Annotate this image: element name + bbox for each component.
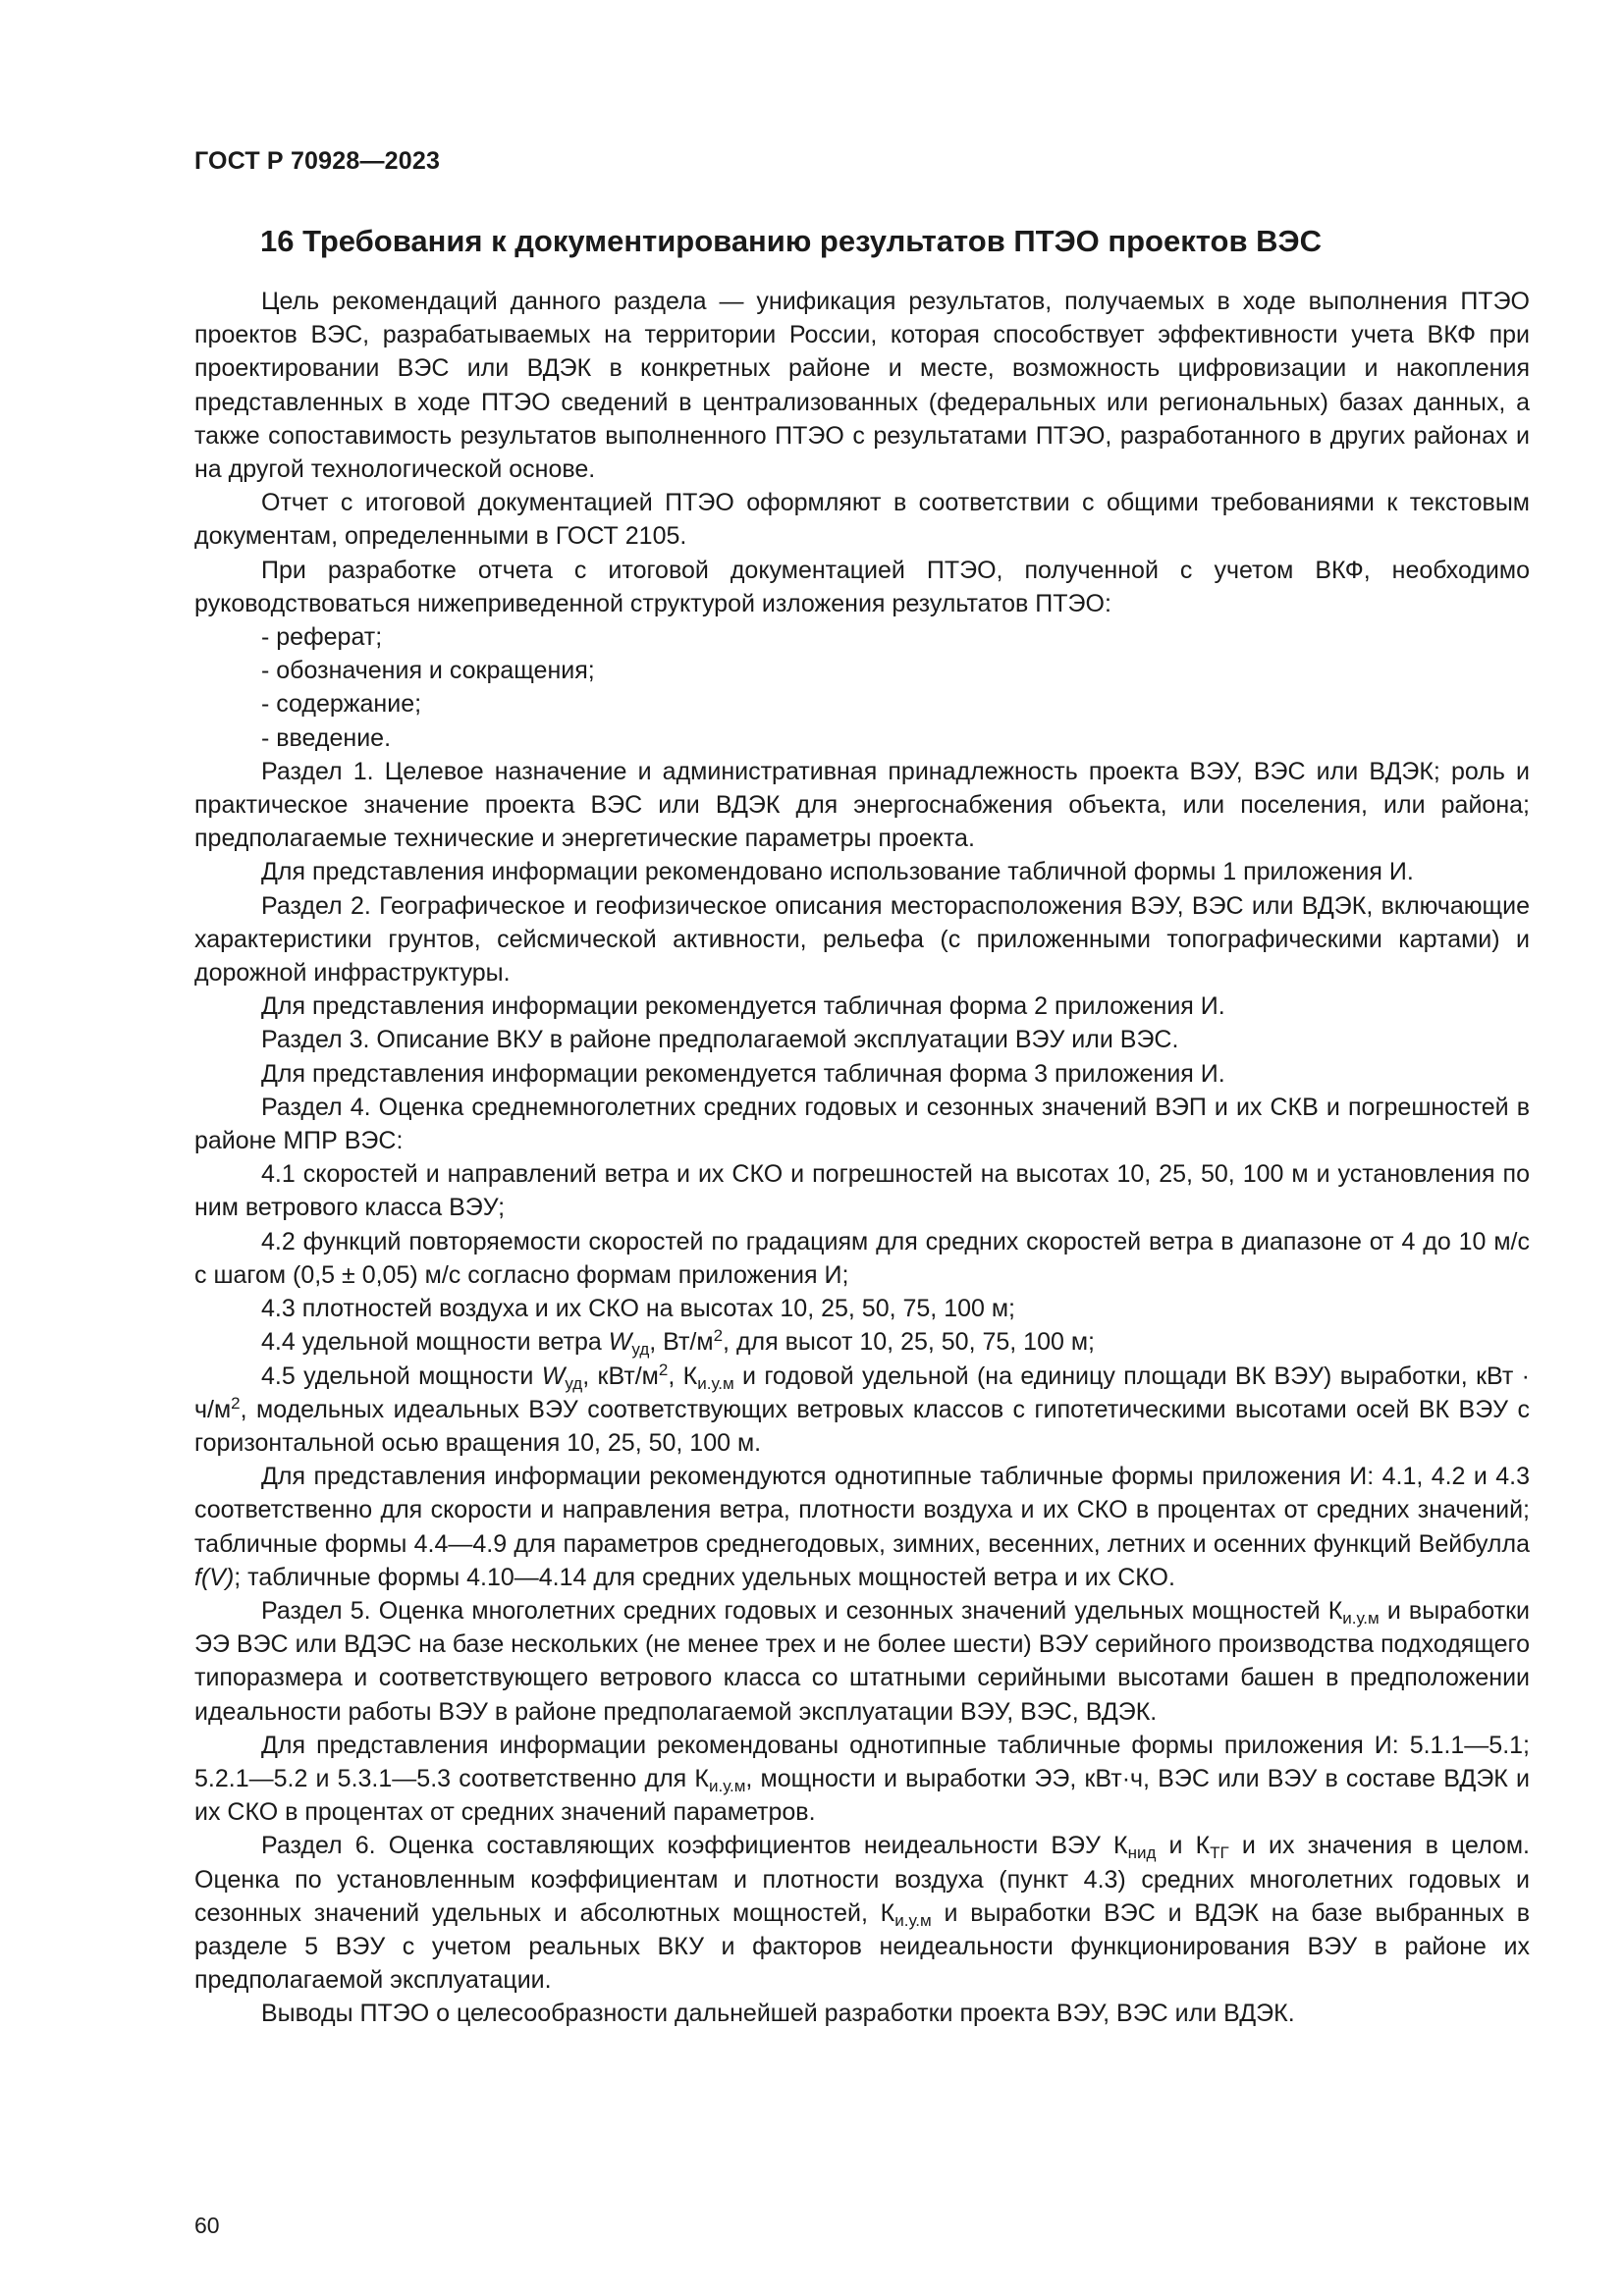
section-3-text: Раздел 3. Описание ВКУ в районе предполагаемой эксплуатации ВЭУ или ВЭС. — [261, 1026, 1179, 1054]
document-body — [194, 285, 1530, 2031]
section-4-info: Для представления информации рекомендуются однотипные табличные формы приложения И: 4.1, 4.2 и 4.3 соответственно для скорости и направления ветра, плотности воздуха и их СКО в процентах от средних значений; табличные формы 4.4—4.9 для параметров среднегодовых, зимних, весенних, летних и осенних функций Вейбулла f(V); табличные формы 4.10—4.14 для средних удельных мощностей ветра и их СКО. — [194, 1463, 1530, 1591]
item-4-2: 4.2 функций повторяемости скоростей по градациям для средних скоростей ветра в диапазоне от 4 до 10 м/с с шагом (0,5 ± 0,05) м/с согласно формам приложения И; — [194, 1227, 1530, 1289]
list-item: - содержание; — [261, 690, 422, 719]
section-2-info: Для представления информации рекомендуется табличная форма 2 приложения И. — [261, 992, 1225, 1021]
list-item: - введение. — [261, 723, 392, 752]
item-4-4: 4.4 удельной мощности ветра $W_{уд}$, $Вт/м^2$, для высот 10, 25, 50, 75, 100 м; — [261, 1326, 1095, 1360]
item-4-1: 4.1 скоростей и направлений ветра и их СКО и погрешностей на высотах 10, 25, 50, 100 м и установления по ним ветрового класса ВЭУ; — [194, 1160, 1530, 1222]
section-5-info: Для представления информации рекомендованы однотипные табличные формы приложения И: 5.1.1—5.1; 5.2.1—5.2 и 5.3.1—5.3 соответственно для $К_{и.у.м}$, мощности и выработки ЭЭ, кВт·ч, ВЭС или ВЭУ в составе ВДЭК и их СКО в процентах от средних значений параметров. — [194, 1731, 1530, 1827]
section-1-text: Раздел 1. Целевое назначение и административная принадлежность проекта ВЭУ, ВЭС или ВДЭК; роль и практическое значение проекта ВЭС или ВДЭК для энергоснабжения объекта, или поселения, или района; предполагаемые технические и энергетические параметры проекта. — [194, 757, 1530, 853]
paragraph-report-format: Отчет с итоговой документацией ПТЭО оформляют в соответствии с общими требованиями к текстовым документам, определенными в ГОСТ 2105. — [194, 489, 1530, 551]
section-3-info: Для представления информации рекомендуется табличная форма 3 приложения И. — [261, 1059, 1225, 1088]
document-code: ГОСТ Р 70928—2023 — [194, 147, 441, 175]
list-item: - реферат; — [261, 623, 383, 652]
paragraph-report-structure: При разработке отчета с итоговой документацией ПТЭО, полученной с учетом ВКФ, необходимо руководствоваться нижеприведенной структурой изложения результатов ПТЭО: — [194, 556, 1530, 617]
list-item: - обозначения и сокращения; — [261, 657, 595, 685]
section-2-text: Раздел 2. Географическое и геофизическое описания месторасположения ВЭУ, ВЭС или ВДЭК, включающие характеристики грунтов, сейсмической активности, рельефа (с приложенными топографическими картами) и дорожной инфраструктуры. — [194, 891, 1530, 988]
item-4-5: 4.5 удельной мощности $W_{уд}$, кВт/$м^2$, $К_{и.у.м}$ и годовой удельной (на единицу площади ВК ВЭУ) выработки, кВт · $ч/м^2$, модельных идеальных ВЭУ соответствующих ветровых классов с гипотетическими высотами осей ВК ВЭУ с горизонтальной осью вращения 10, 25, 50, 100 м. — [194, 1360, 1530, 1457]
paragraph-purpose: Цель рекомендаций данного раздела — унификация результатов, получаемых в ходе выполнения ПТЭО проектов ВЭС, разрабатываемых на территории России, которая способствует эффективности учета ВКФ при проектировании ВЭС или ВДЭК в конкретных районе и месте, возможность цифровизации и накопления представленных в ходе ПТЭО сведений в централизованных (федеральных или региональных) базах данных, а также сопоставимость результатов выполненного ПТЭО с результатами ПТЭО, разработанного в других районах и на другой технологической основе. — [194, 288, 1530, 484]
section-4-text: Раздел 4. Оценка среднемноголетних средних годовых и сезонных значений ВЭП и их СКВ и погрешностей в районе МПР ВЭС: — [194, 1093, 1530, 1155]
page-number: 60 — [194, 2213, 220, 2238]
section-title: 16 Требования к документированию результатов ПТЭО проектов ВЭС — [260, 224, 1322, 258]
section-6-text: Раздел 6. Оценка составляющих коэффициентов неидеальности ВЭУ $К_{нид}$ и $К_{ТГ}$ и их значения в целом. Оценка по установленным коэффициентам и плотности воздуха (пункт 4.3) средних многолетних годовых и сезонных значений удельных и абсолютных мощностей, $К_{и.у.м}$ и выработки ВЭС и ВДЭК на базе выбранных в разделе 5 ВЭУ с учетом реальных ВКУ и факторов неидеальности функционирования ВЭУ в районе их предполагаемой эксплуатации. — [194, 1832, 1530, 1995]
section-1-info: Для представления информации рекомендовано использование табличной формы 1 приложения И. — [261, 858, 1414, 886]
section-5-text: Раздел 5. Оценка многолетних средних годовых и сезонных значений удельных мощностей $К_{и.у.м}$ и выработки ЭЭ ВЭС или ВДЭС на базе нескольких (не менее трех и не более шести) ВЭУ серийного производства подходящего типоразмера и соответствующего ветрового класса со штатными серийными высотами башен в предположении идеальности работы ВЭУ в районе предполагаемой эксплуатации ВЭУ, ВЭС, ВДЭК. — [194, 1596, 1530, 1726]
item-4-3: 4.3 плотностей воздуха и их СКО на высотах 10, 25, 50, 75, 100 м; — [261, 1295, 1015, 1323]
conclusion-text: Выводы ПТЭО о целесообразности дальнейшей разработки проекта ВЭУ, ВЭС или ВДЭК. — [261, 2000, 1295, 2028]
